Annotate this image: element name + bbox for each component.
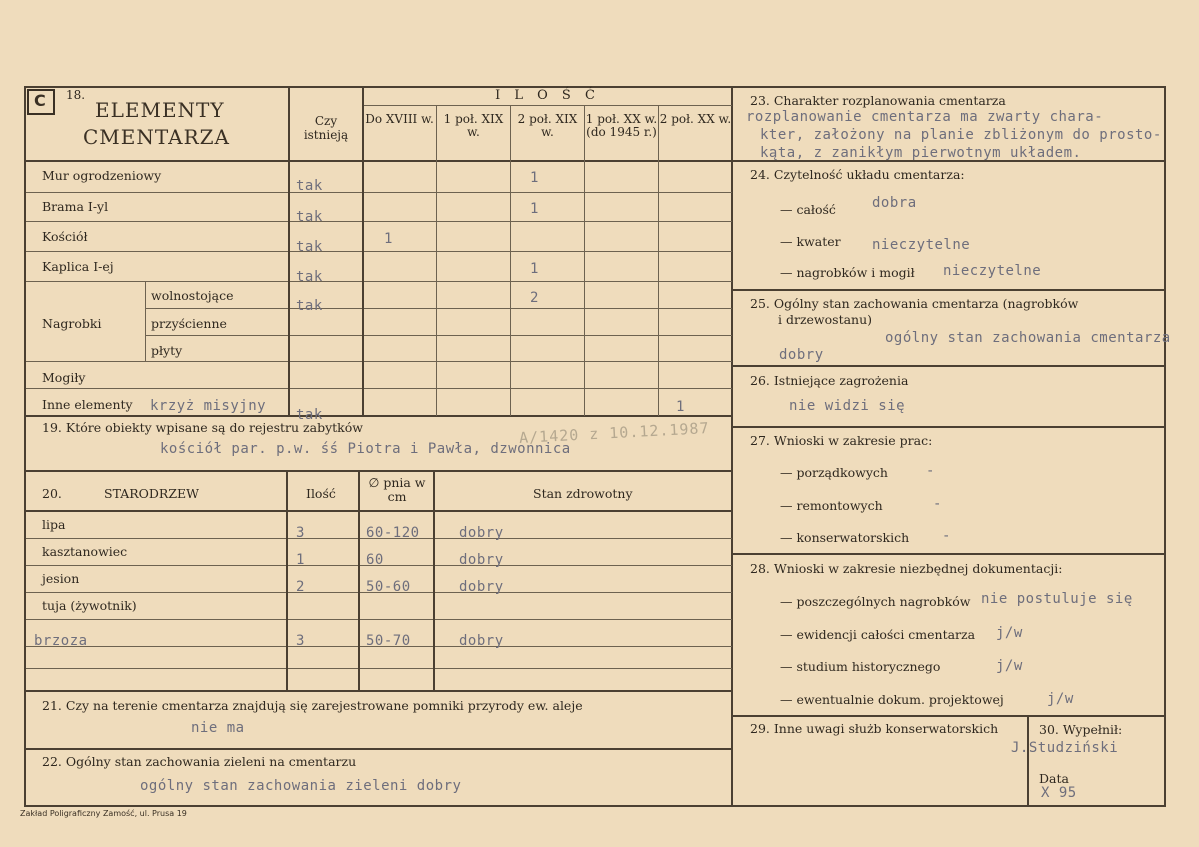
sec24-item-label: — całość xyxy=(780,202,836,217)
tree-diameter: 50-70 xyxy=(366,633,411,649)
section-26-value: nie widzi się xyxy=(789,398,906,414)
vrule xyxy=(1027,715,1029,806)
sec27-item-label: — konserwatorskich xyxy=(780,530,910,545)
rule xyxy=(24,470,732,472)
vrule xyxy=(145,281,146,361)
frame-bottom xyxy=(24,805,1166,807)
trees-col-stan: Stan zdrowotny xyxy=(533,486,633,501)
tree-diameter: 60-120 xyxy=(366,525,420,541)
element-row-label: płyty xyxy=(151,343,183,358)
sec28-item-label: — poszczególnych nagrobków xyxy=(780,594,971,609)
tree-count: 3 xyxy=(296,525,305,541)
vrule xyxy=(286,470,288,691)
period-header: 1 poł. XX w. (do 1945 r.) xyxy=(585,112,658,139)
element-row-label: Kaplica I-ej xyxy=(42,259,114,274)
section-22-value: ogólny stan zachowania zieleni dobry xyxy=(140,778,462,794)
section-18-title-1: ELEMENTY xyxy=(95,98,225,122)
sec24-item-value: nieczytelne xyxy=(872,237,971,253)
sec27-item-label: — remontowych xyxy=(780,498,883,513)
tree-name: lipa xyxy=(42,517,66,532)
vrule xyxy=(510,105,511,416)
printer-footer: Zakład Poligraficzny Zamość, ul. Prusa 19 xyxy=(20,809,187,818)
rule xyxy=(731,426,1166,428)
element-row-label: wolnostojące xyxy=(151,288,234,303)
sec28-item-value: j/w xyxy=(996,625,1023,641)
rule xyxy=(26,388,732,389)
sec28-item-label: — studium historycznego xyxy=(780,659,941,674)
trees-col-ilosc: Ilość xyxy=(306,486,336,501)
section-24-label: 24. Czytelność układu cmentarza: xyxy=(750,167,965,182)
section-30-value: J.Studziński xyxy=(1011,740,1119,756)
section-23-line-3: kąta, z zanikłym pierwotnym układem. xyxy=(760,145,1082,161)
section-21-label: 21. Czy na terenie cmentarza znajdują się zarejestrowane pomniki przyrody ew. aleje xyxy=(42,698,583,713)
section-25-label-1: 25. Ogólny stan zachowania cmentarza (nagrobków xyxy=(750,296,1079,311)
tree-diameter: 60 xyxy=(366,552,384,568)
vrule xyxy=(436,105,437,416)
element-row-label: Mogiły xyxy=(42,370,86,385)
sec24-item-label: — kwater xyxy=(780,234,841,249)
tree-count: 1 xyxy=(296,552,305,568)
section-18-title-2: CMENTARZA xyxy=(83,125,230,149)
tree-name: brzoza xyxy=(34,633,88,649)
rule xyxy=(26,281,732,282)
rule xyxy=(26,668,732,669)
section-25-line-2: dobry xyxy=(779,347,824,363)
trees-col-pien: ∅ pnia w cm xyxy=(368,475,426,504)
section-30-label: 30. Wypełnił: xyxy=(1039,722,1123,737)
section-letter: C xyxy=(34,91,46,110)
sec28-item-label: — ewentualnie dokum. projektowej xyxy=(780,692,1004,707)
tree-name: kasztanowiec xyxy=(42,544,128,559)
sec28-item-label: — ewidencji całości cmentarza xyxy=(780,627,976,642)
sec24-item-value: nieczytelne xyxy=(943,263,1042,279)
rule xyxy=(26,619,732,620)
sec27-item-value: - xyxy=(926,463,935,479)
sec28-item-value: j/w xyxy=(996,658,1023,674)
section-22-label: 22. Ogólny stan zachowania zieleni na cmentarzu xyxy=(42,754,357,769)
quantity-value: 1 xyxy=(530,201,539,217)
rule xyxy=(731,715,1166,717)
rule xyxy=(26,251,732,252)
section-29-label: 29. Inne uwagi służb konserwatorskich xyxy=(750,721,999,736)
section-25-label-2: i drzewostanu) xyxy=(778,312,873,327)
section-20-title: STARODRZEW xyxy=(104,486,199,501)
rule-header-bottom xyxy=(24,160,732,162)
czy-istnieje-value: tak xyxy=(296,269,323,285)
tree-condition: dobry xyxy=(459,525,504,541)
element-row-label: Mur ogrodzeniowy xyxy=(42,168,162,183)
section-21-value: nie ma xyxy=(191,720,245,736)
tree-name: jesion xyxy=(42,571,80,586)
section-26-label: 26. Istniejące zagrożenia xyxy=(750,373,909,388)
vrule xyxy=(362,86,364,416)
sec27-item-value: - xyxy=(942,528,951,544)
tree-count: 2 xyxy=(296,579,305,595)
vrule xyxy=(658,105,659,416)
tree-condition: dobry xyxy=(459,579,504,595)
section-20-number: 20. xyxy=(42,486,62,501)
tree-condition: dobry xyxy=(459,633,504,649)
rule xyxy=(731,289,1166,291)
section-18-number: 18. xyxy=(66,88,86,102)
element-row-label: Brama I-yl xyxy=(42,199,109,214)
rule xyxy=(145,335,732,336)
quantity-value: 2 xyxy=(530,290,539,306)
rule xyxy=(24,690,732,692)
quantity-value: 1 xyxy=(676,399,685,415)
rule xyxy=(26,361,732,362)
tree-condition: dobry xyxy=(459,552,504,568)
sec24-item-value: dobra xyxy=(872,195,917,211)
czy-istnieje-value: tak xyxy=(296,239,323,255)
vrule xyxy=(433,470,435,691)
vrule xyxy=(358,470,360,691)
frame-right xyxy=(1164,86,1166,806)
section-23-label: 23. Charakter rozplanowania cmentarza xyxy=(750,93,1006,108)
rule xyxy=(145,308,732,309)
section-23-line-1: rozplanowanie cmentarza ma zwarty chara- xyxy=(746,109,1104,125)
vrule xyxy=(584,105,585,416)
ilosc-header: I L O Ś Ć xyxy=(495,88,600,103)
column-czy-istnieja: Czy istnieją xyxy=(303,114,349,142)
sec24-item-label: — nagrobków i mogił xyxy=(780,265,915,280)
element-row-label: przyścienne xyxy=(151,316,227,331)
section-27-label: 27. Wnioski w zakresie prac: xyxy=(750,433,933,448)
sec28-item-value: j/w xyxy=(1047,691,1074,707)
rule xyxy=(363,105,732,106)
period-header: 2 poł. XX w. xyxy=(659,112,732,126)
section-23-line-2: kter, założony na planie zbliżonym do prosto- xyxy=(760,127,1162,143)
section-28-label: 28. Wnioski w zakresie niezbędnej dokumentacji: xyxy=(750,561,1063,576)
quantity-value: 1 xyxy=(384,231,393,247)
section-19-label: 19. Które obiekty wpisane są do rejestru zabytków xyxy=(42,420,363,435)
date-label: Data xyxy=(1039,771,1069,786)
tree-name: tuja (żywotnik) xyxy=(42,598,137,613)
rule xyxy=(24,415,732,417)
element-row-typed-label: krzyż misyjny xyxy=(150,398,267,414)
rule xyxy=(731,553,1166,555)
vrule xyxy=(288,86,290,416)
czy-istnieje-value: tak xyxy=(296,407,323,423)
nagrobki-label: Nagrobki xyxy=(42,316,102,331)
czy-istnieje-value: tak xyxy=(296,209,323,225)
frame-left xyxy=(24,86,26,806)
rule xyxy=(24,510,732,512)
element-row-label: Inne elementy xyxy=(42,397,133,412)
section-19-value: kościół par. p.w. śś Piotra i Pawła, dzwonnica xyxy=(160,441,571,457)
tree-count: 3 xyxy=(296,633,305,649)
rule xyxy=(26,221,732,222)
rule xyxy=(731,365,1166,367)
period-header: Do XVIII w. xyxy=(365,112,434,126)
quantity-value: 1 xyxy=(530,261,539,277)
rule xyxy=(26,192,732,193)
tree-diameter: 50-60 xyxy=(366,579,411,595)
sec27-item-value: - xyxy=(933,496,942,512)
sec28-item-value: nie postuluje się xyxy=(981,591,1133,607)
quantity-value: 1 xyxy=(530,170,539,186)
section-25-line-1: ogólny stan zachowania cmentarza xyxy=(885,330,1171,346)
frame-middle xyxy=(731,86,733,806)
czy-istnieje-value: tak xyxy=(296,178,323,194)
period-header: 2 poł. XIX w. xyxy=(517,112,578,139)
element-row-label: Kościół xyxy=(42,229,88,244)
date-value: X 95 xyxy=(1041,785,1077,801)
register-stamp: A/1420 z 10.12.1987 xyxy=(518,419,710,447)
period-header: 1 poł. XIX w. xyxy=(443,112,504,139)
rule xyxy=(24,748,732,750)
czy-istnieje-value: tak xyxy=(296,298,323,314)
sec27-item-label: — porządkowych xyxy=(780,465,888,480)
